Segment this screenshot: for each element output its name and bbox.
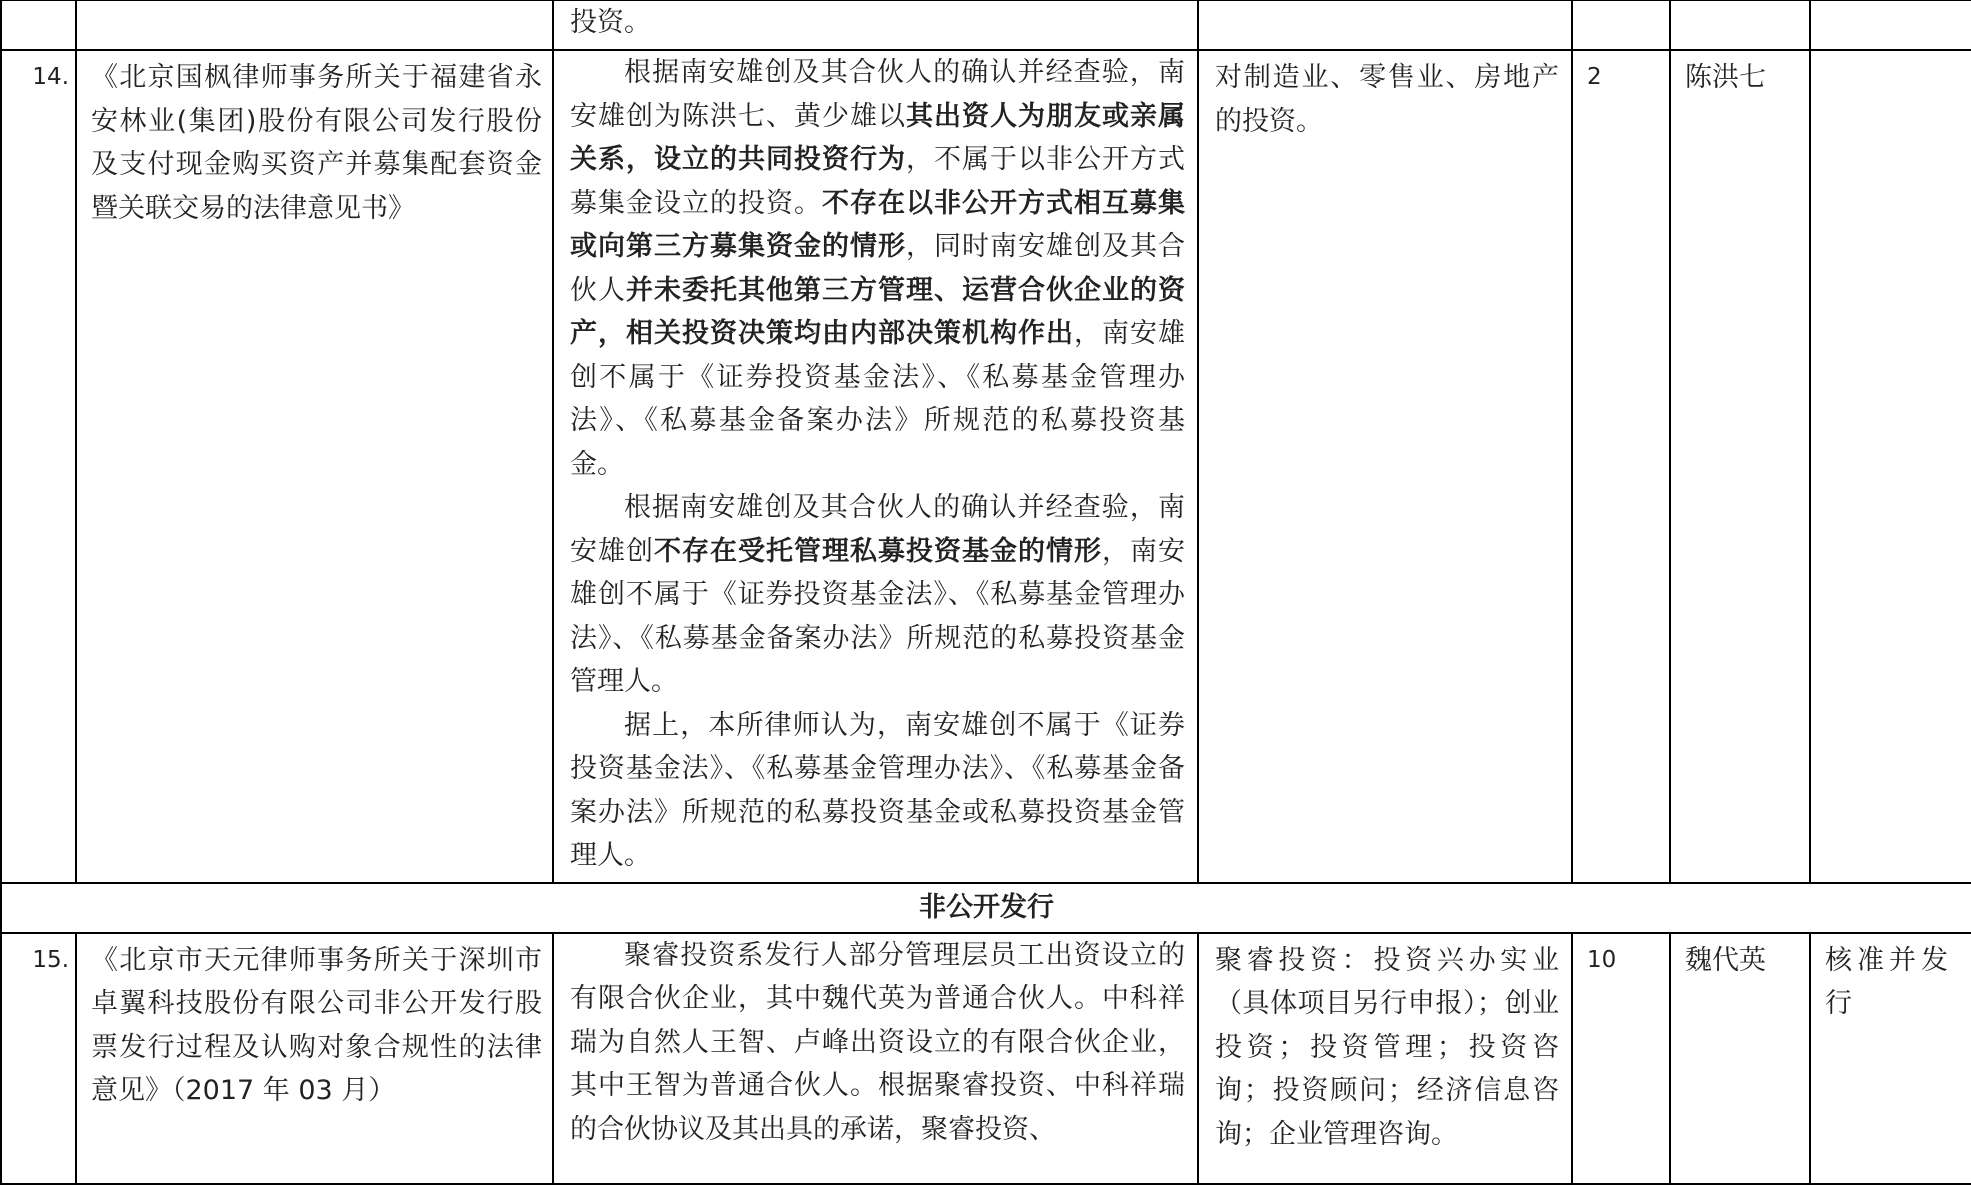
- reason-text: ，同时南安雄创及其合伙人: [570, 231, 1185, 306]
- business-scope: 聚睿投资：投资兴办实业（具体项目另行申报）；创业投资；投资管理；投资咨询；投资顾问；经济信息咨询；企业管理咨询。: [1198, 933, 1572, 1184]
- row-number: 15.: [1, 933, 76, 1184]
- document-title: 《北京国枫律师事务所关于福建省永安林业(集团)股份有限公司发行股份及支付现金购买资产并募集配套资金暨关联交易的法律意见书》: [76, 50, 553, 883]
- reason-text: ，不属于以非公开方式募集金设立的投资。: [570, 144, 1185, 219]
- approval-status: [1810, 50, 1971, 883]
- section-row: [1, 883, 1971, 933]
- reason-cell: [553, 933, 1198, 1184]
- reason-paragraph: 聚睿投资系发行人部分管理层员工出资设立的有限合伙企业，其中魏代英为普通合伙人。中科祥瑞为自然人王智、卢峰出资设立的有限合伙企业，其中王智为普通合伙人。根据聚睿投资、中科祥瑞的合伙协议及其出具的承诺，聚睿投资、: [570, 939, 1185, 1145]
- reason-cell: [553, 0, 1198, 50]
- reason-cell: [553, 50, 1198, 883]
- section-header: 非公开发行: [1, 883, 1971, 933]
- partner-count: 10: [1572, 933, 1670, 1184]
- reason-bold-text: 其出资人为朋友或亲属关系，设立的共同投资行为: [570, 100, 1185, 175]
- reason-paragraph: 据上，本所律师认为，南安雄创不属于《证券投资基金法》、《私募基金管理办法》、《私募基金备案办法》所规范的私募投资基金或私募投资基金管理人。: [570, 709, 1185, 871]
- count-cell: [1572, 0, 1670, 50]
- reason-text: 根据南安雄创及其合伙人的确认并经查验，南安雄创为陈洪七、黄少雄以: [570, 57, 1185, 132]
- reason-bold-text: 并未委托其他第三方管理、运营合伙企业的资产，相关投资决策均由内部决策机构作出: [570, 274, 1185, 349]
- business-scope-cell: [1198, 0, 1572, 50]
- reason-text: 根据南安雄创及其合伙人的确认并经查验，南安雄创: [570, 492, 1185, 567]
- table-row: [1, 50, 1971, 883]
- table-row: [1, 0, 1971, 50]
- partner-count: 2: [1572, 50, 1670, 883]
- person-cell: [1670, 0, 1810, 50]
- document-title-cell: [76, 0, 553, 50]
- status-cell: [1810, 0, 1971, 50]
- business-scope: 对制造业、零售业、房地产的投资。: [1198, 50, 1572, 883]
- reason-text: 投资。: [570, 7, 651, 38]
- table-row: [1, 933, 1971, 1184]
- reason-text: ，南安雄创不属于《证券投资基金法》、《私募基金管理办法》、《私募基金备案办法》所规范的私募投资基金管理人。: [570, 535, 1185, 697]
- reason-bold-text: 不存在受托管理私募投资基金的情形: [654, 535, 1102, 567]
- reason-text: ，南安雄创不属于《证券投资基金法》、《私募基金管理办法》、《私募基金备案办法》所规范的私募投资基金。: [570, 318, 1185, 480]
- person-name: 陈洪七: [1670, 50, 1810, 883]
- reason-bold-text: 不存在以非公开方式相互募集或向第三方募集资金的情形: [570, 187, 1185, 262]
- row-number: 14.: [1, 50, 76, 883]
- row-number-cell: [1, 0, 76, 50]
- document-title: 《北京市天元律师事务所关于深圳市卓翼科技股份有限公司非公开发行股票发行过程及认购对象合规性的法律意见》（2017 年 03 月）: [76, 933, 553, 1184]
- reason-paragraph: [570, 51, 1185, 486]
- person-name: 魏代英: [1670, 933, 1810, 1184]
- approval-status: 核准并发行: [1810, 933, 1971, 1184]
- reason-paragraph: [570, 486, 1185, 704]
